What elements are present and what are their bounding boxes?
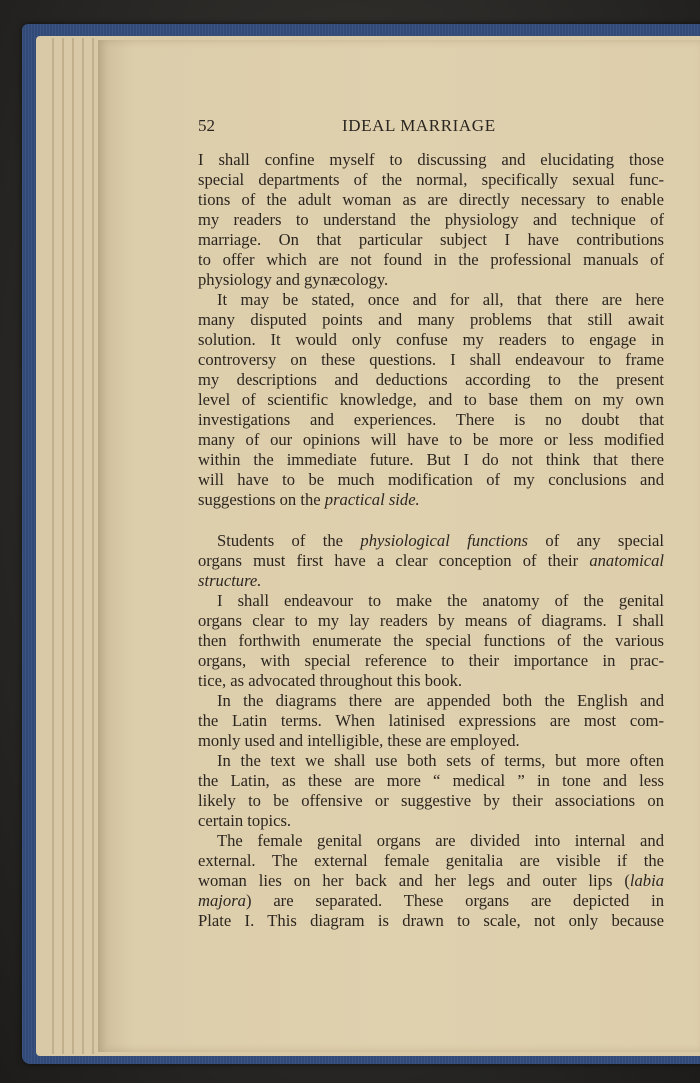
italic-text: anatomical (589, 551, 664, 570)
text-line: tions of the adult woman as are directly necessary to enable (198, 190, 664, 209)
italic-text: labia (629, 871, 664, 890)
text-line: external. The external female genitalia are visible if the (198, 851, 664, 870)
text-line: Plate I. This diagram is drawn to scale, not only because (198, 911, 664, 930)
text-line: I shall endeavour to make the anatomy of the genital (217, 591, 664, 610)
text-line: structure. (198, 571, 262, 590)
page-edge (52, 38, 54, 1054)
text-line: to offer which are not found in the professional manuals of (198, 250, 664, 269)
text-line (198, 891, 664, 911)
text-line: The female genital organs are divided into internal and (217, 831, 664, 850)
italic-text: practical side. (324, 490, 420, 509)
text-line: tice, as advocated throughout this book. (198, 671, 463, 690)
page-edge (72, 38, 74, 1054)
text-line: It may be stated, once and for all, that there are here (217, 290, 664, 309)
text-fragment: woman lies on her back and her legs and outer lips ( (198, 871, 630, 890)
text-line: organs, with special reference to their importance in prac- (198, 651, 664, 670)
text-line: I shall confine myself to discussing and elucidating those (198, 150, 664, 169)
text-line: In the text we shall use both sets of terms, but more often (217, 751, 664, 770)
text-line: the Latin terms. When latinised expressions are most com- (198, 711, 664, 730)
text-fragment: suggestions on the (198, 490, 321, 509)
text-line: many disputed points and many problems that still await (198, 310, 664, 329)
text-line: will have to be much modification of my conclusions and (198, 470, 664, 489)
text-line: investigations and experiences. There is no doubt that (198, 410, 664, 429)
text-line: In the diagrams there are appended both the English and (217, 691, 664, 710)
text-line: within the immediate future. But I do not think that there (198, 450, 664, 469)
text-fragment: Students of the (217, 531, 344, 550)
text-line (198, 551, 664, 571)
body-text (198, 150, 664, 931)
text-line: many of our opinions will have to be more or less modified (198, 430, 664, 449)
text-line: level of scientific knowledge, and to base them on my own (198, 390, 664, 409)
text-line: certain topics. (198, 811, 292, 830)
text-line: marriage. On that particular subject I have contributions (198, 230, 664, 249)
text-line: solution. It would only confuse my readers to engage in (198, 330, 664, 349)
page-edge (92, 38, 94, 1054)
running-title: IDEAL MARRIAGE (342, 116, 496, 135)
page-edge (62, 38, 64, 1054)
text-line: special departments of the normal, specifically sexual func- (198, 170, 664, 189)
page-header (198, 116, 668, 140)
text-line (198, 531, 664, 551)
text-line: monly used and intelligible, these are employed. (198, 731, 520, 750)
italic-text: physiological functions (360, 531, 529, 550)
text-line: my descriptions and deductions according to the present (198, 370, 664, 389)
text-line: my readers to understand the physiology and technique of (198, 210, 664, 229)
text-line: organs clear to my lay readers by means of diagrams. I shall (198, 611, 664, 630)
italic-text: majora (198, 891, 246, 910)
page-number: 52 (198, 116, 215, 135)
page-edge (82, 38, 84, 1054)
text-line (198, 490, 664, 510)
text-line: controversy on these questions. I shall endeavour to frame (198, 350, 664, 369)
text-line: likely to be offensive or suggestive by their associations on (198, 791, 664, 810)
text-fragment: ) are separated. These organs are depicted in (245, 891, 664, 910)
text-line: the Latin, as these are more “ medical ” in tone and less (198, 771, 664, 790)
text-fragment: of any special (545, 531, 664, 550)
section-gap (198, 510, 664, 531)
text-line (198, 871, 664, 891)
text-line: then forthwith enumerate the special functions of the various (198, 631, 664, 650)
text-fragment: organs must first have a clear conception of their (198, 551, 579, 570)
text-line: physiology and gynæcology. (198, 270, 389, 289)
